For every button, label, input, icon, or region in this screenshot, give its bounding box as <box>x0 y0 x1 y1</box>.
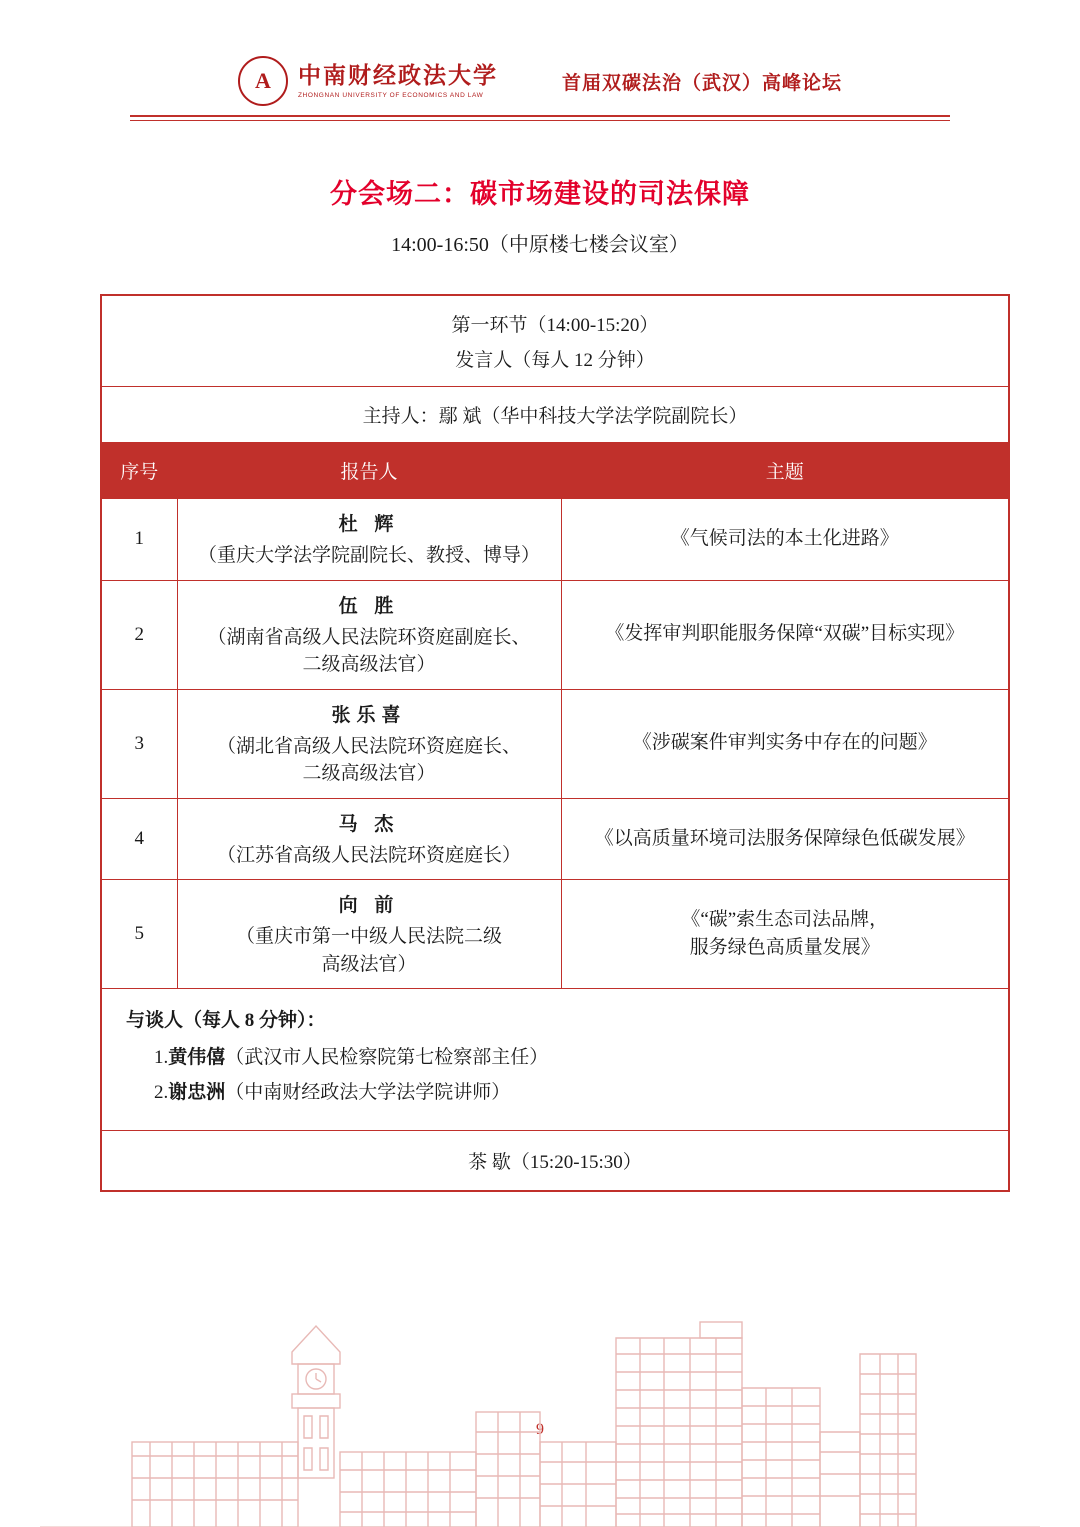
topic-line: 服务绿色高质量发展》 <box>689 937 880 959</box>
topic-line: 《气候司法的本土化进路》 <box>670 528 899 550</box>
page-title: 分会场二：碳市场建设的司法保障 <box>330 179 750 209</box>
speaker-name: 伍 胜 <box>338 595 400 617</box>
topic-line: 《以高质量环境司法服务保障绿色低碳发展》 <box>594 827 975 849</box>
speaker-cell <box>177 798 561 880</box>
row-number: 1 <box>101 499 177 581</box>
discussant-index: 1. <box>154 1047 169 1069</box>
speaker-role: （湖南省高级人民法院环资庭副庭长、 二级高级法官） <box>207 626 531 676</box>
speaker-role: （江苏省高级人民法院环资庭庭长） <box>216 844 521 866</box>
table-row <box>101 499 1009 581</box>
speaker-cell <box>177 880 561 989</box>
topic-cell <box>561 798 1009 880</box>
speaker-name: 杜 辉 <box>338 514 400 535</box>
topic-cell <box>561 689 1009 798</box>
page-header <box>0 56 1080 106</box>
header-divider-secondary <box>130 120 950 121</box>
discussant-name: 黄伟僖 <box>168 1047 226 1069</box>
university-seal-icon: A <box>238 56 288 106</box>
list-item <box>154 1077 984 1104</box>
speaker-name: 向 前 <box>338 895 400 917</box>
discussants-cell <box>101 989 1009 1131</box>
host-row <box>101 387 1009 443</box>
speaker-cell <box>177 689 561 798</box>
university-name-cn: 中南财经政法大学 <box>297 63 498 89</box>
row-number: 3 <box>101 689 177 798</box>
topic-line: 《涉碳案件审判实务中存在的问题》 <box>632 732 937 754</box>
discussants-row <box>101 989 1009 1131</box>
column-header-speaker: 报告人 <box>177 443 561 499</box>
topic-cell <box>561 580 1009 689</box>
university-name-en: ZHONGNAN UNIVERSITY OF ECONOMICS AND LAW <box>297 91 484 99</box>
topic-cell <box>561 499 1009 581</box>
break-row <box>101 1131 1009 1192</box>
speaker-role: （湖北省高级人民法院环资庭庭长、 二级高级法官） <box>216 735 521 785</box>
topic-line: 《“碳”索生态司法品牌， <box>681 908 889 930</box>
row-number: 2 <box>101 580 177 689</box>
speaker-cell <box>177 499 561 581</box>
university-logo <box>238 56 498 106</box>
forum-title: 首届双碳法治（武汉）高峰论坛 <box>561 72 842 94</box>
discussant-name: 谢忠洲 <box>168 1082 226 1104</box>
discussants-title: 与谈人（每人 8 分钟）： <box>126 1010 326 1032</box>
campus-skyline-illustration <box>0 1292 1080 1527</box>
row-number: 4 <box>101 798 177 880</box>
topic-cell <box>561 880 1009 989</box>
speaker-cell <box>177 580 561 689</box>
table-row <box>101 880 1009 989</box>
campus-skyline-svg <box>0 1292 1080 1527</box>
column-header-no: 序号 <box>101 443 177 499</box>
discussant-affiliation: （中南财经政法大学法学院讲师） <box>225 1082 511 1104</box>
session-time-venue: 14:00-16:50（中原楼七楼会议室） <box>391 234 689 256</box>
row-number: 5 <box>101 880 177 989</box>
segment-subtitle-row <box>101 341 1009 387</box>
discussant-affiliation: （武汉市人民检察院第七检察部主任） <box>225 1047 549 1069</box>
speaker-name: 张乐喜 <box>331 704 407 726</box>
list-item <box>154 1042 984 1069</box>
discussant-index: 2. <box>154 1082 169 1104</box>
agenda-table <box>100 294 1010 1192</box>
page-number: 9 <box>536 1421 544 1438</box>
header-divider <box>130 115 950 117</box>
segment-subtitle: 发言人（每人 12 分钟） <box>101 341 1009 387</box>
speaker-role: （重庆大学法学院副院长、教授、博导） <box>197 545 540 566</box>
speaker-role: （重庆市第一中级人民法院二级 高级法官） <box>235 926 502 975</box>
speaker-name: 马 杰 <box>338 813 400 835</box>
agenda-table-body <box>101 295 1009 1191</box>
topic-line: 《发挥审判职能服务保障“双碳”目标实现》 <box>605 623 965 645</box>
table-row <box>101 798 1009 880</box>
host-line: 主持人：鄢 斌（华中科技大学法学院副院长） <box>101 387 1009 443</box>
table-header-row <box>101 443 1009 499</box>
table-row <box>101 580 1009 689</box>
segment-title-row <box>101 295 1009 341</box>
break-label: 茶 歇（15:20-15:30） <box>101 1131 1009 1192</box>
segment-title: 第一环节（14:00-15:20） <box>101 295 1009 341</box>
column-header-topic: 主题 <box>561 443 1009 499</box>
table-row <box>101 689 1009 798</box>
